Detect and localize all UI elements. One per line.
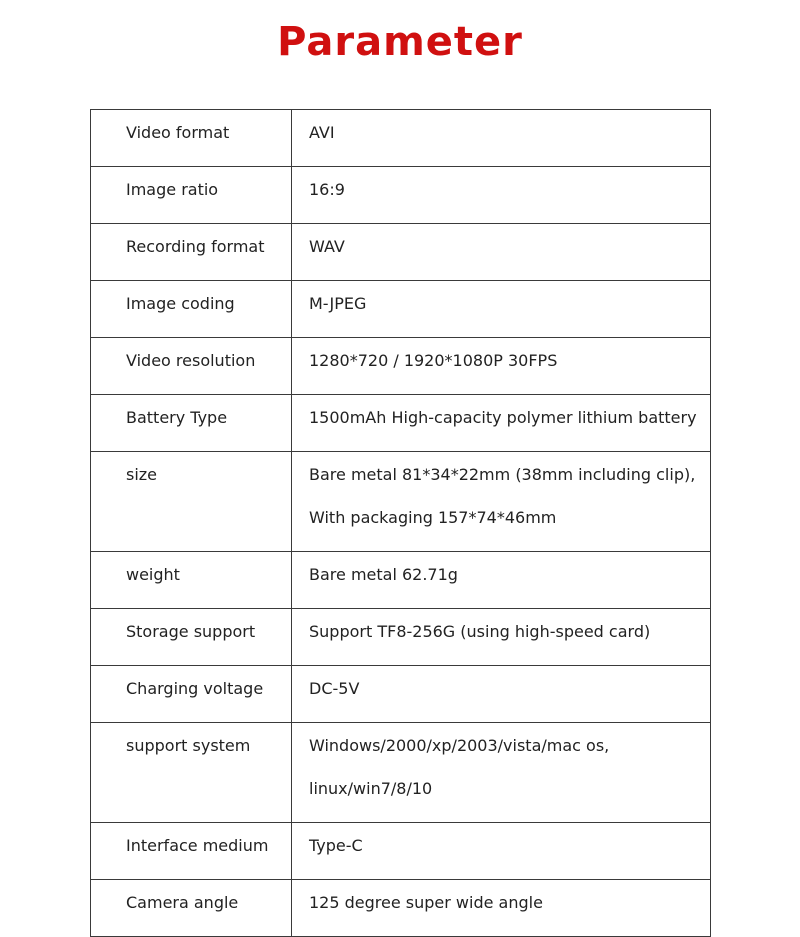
parameter-value-line: 125 degree super wide angle — [309, 893, 543, 912]
parameter-value — [292, 167, 710, 223]
table-row — [91, 452, 711, 552]
parameter-value — [292, 338, 710, 394]
page-title: Parameter — [277, 19, 523, 65]
parameter-label-cell — [91, 823, 292, 880]
parameter-value — [292, 395, 710, 451]
parameter-label: Recording format — [126, 237, 265, 256]
parameter-value-cell — [292, 609, 711, 666]
parameter-value-line: DC-5V — [309, 679, 360, 698]
parameter-value — [292, 723, 710, 822]
parameter-label: Image coding — [126, 294, 235, 313]
table-row — [91, 666, 711, 723]
parameter-value — [292, 452, 710, 551]
parameter-table — [90, 109, 711, 937]
parameter-value — [292, 823, 710, 879]
parameter-label: weight — [126, 565, 180, 584]
parameter-label: Battery Type — [126, 408, 228, 427]
parameter-value-cell — [292, 880, 711, 937]
parameter-label: Charging voltage — [126, 679, 264, 698]
parameter-label-cell — [91, 666, 292, 723]
parameter-label: Interface medium — [126, 836, 269, 855]
parameter-label-cell — [91, 452, 292, 552]
parameter-value — [292, 609, 710, 665]
parameter-label-cell — [91, 609, 292, 666]
parameter-value — [292, 224, 710, 280]
table-row — [91, 224, 711, 281]
parameter-label: Camera angle — [126, 893, 239, 912]
parameter-label-cell — [91, 723, 292, 823]
parameter-value-line: WAV — [309, 237, 345, 256]
parameter-value — [292, 110, 710, 166]
table-row — [91, 880, 711, 937]
parameter-value-cell — [292, 666, 711, 723]
parameter-label-cell — [91, 281, 292, 338]
parameter-value-line: Windows/2000/xp/2003/vista/mac os, — [309, 736, 610, 755]
parameter-value-line: Type-C — [309, 836, 363, 855]
parameter-value-cell — [292, 110, 711, 167]
parameter-label: Storage support — [126, 622, 256, 641]
parameter-label-cell — [91, 110, 292, 167]
parameter-value-line: 1280*720 / 1920*1080P 30FPS — [309, 351, 558, 370]
parameter-value-line: Bare metal 62.71g — [309, 565, 458, 584]
parameter-label-cell — [91, 224, 292, 281]
parameter-table-body — [91, 110, 711, 937]
parameter-label-cell — [91, 880, 292, 937]
parameter-value — [292, 281, 710, 337]
parameter-label: Image ratio — [126, 180, 219, 199]
parameter-value-line: With packaging 157*74*46mm — [309, 508, 557, 527]
table-row — [91, 609, 711, 666]
parameter-value-cell — [292, 395, 711, 452]
parameter-value-line: AVI — [309, 123, 335, 142]
table-row — [91, 167, 711, 224]
parameter-value-cell — [292, 452, 711, 552]
table-row — [91, 110, 711, 167]
parameter-label-cell — [91, 338, 292, 395]
parameter-value-cell — [292, 167, 711, 224]
parameter-value-cell — [292, 552, 711, 609]
parameter-label: size — [126, 465, 158, 484]
table-row — [91, 823, 711, 880]
table-row — [91, 338, 711, 395]
parameter-value-cell — [292, 723, 711, 823]
parameter-value — [292, 666, 710, 722]
parameter-label: Video format — [126, 123, 230, 142]
parameter-label-cell — [91, 552, 292, 609]
parameter-value-cell — [292, 338, 711, 395]
parameter-value-line: 1500mAh High-capacity polymer lithium battery — [309, 408, 697, 427]
parameter-value-line: Support TF8-256G (using high-speed card) — [309, 622, 651, 641]
parameter-value — [292, 880, 710, 936]
parameter-label-cell — [91, 395, 292, 452]
parameter-value — [292, 552, 710, 608]
parameter-value-line: M-JPEG — [309, 294, 367, 313]
parameter-value-line: linux/win7/8/10 — [309, 779, 433, 798]
parameter-value-line: Bare metal 81*34*22mm (38mm including clip), — [309, 465, 696, 484]
parameter-label-cell — [91, 167, 292, 224]
parameter-value-cell — [292, 281, 711, 338]
table-row — [91, 395, 711, 452]
parameter-value-line: 16:9 — [309, 180, 345, 199]
parameter-label: Video resolution — [126, 351, 256, 370]
parameter-value-cell — [292, 823, 711, 880]
table-row — [91, 552, 711, 609]
table-row — [91, 723, 711, 823]
parameter-label: support system — [126, 736, 251, 755]
parameter-value-cell — [292, 224, 711, 281]
table-row — [91, 281, 711, 338]
